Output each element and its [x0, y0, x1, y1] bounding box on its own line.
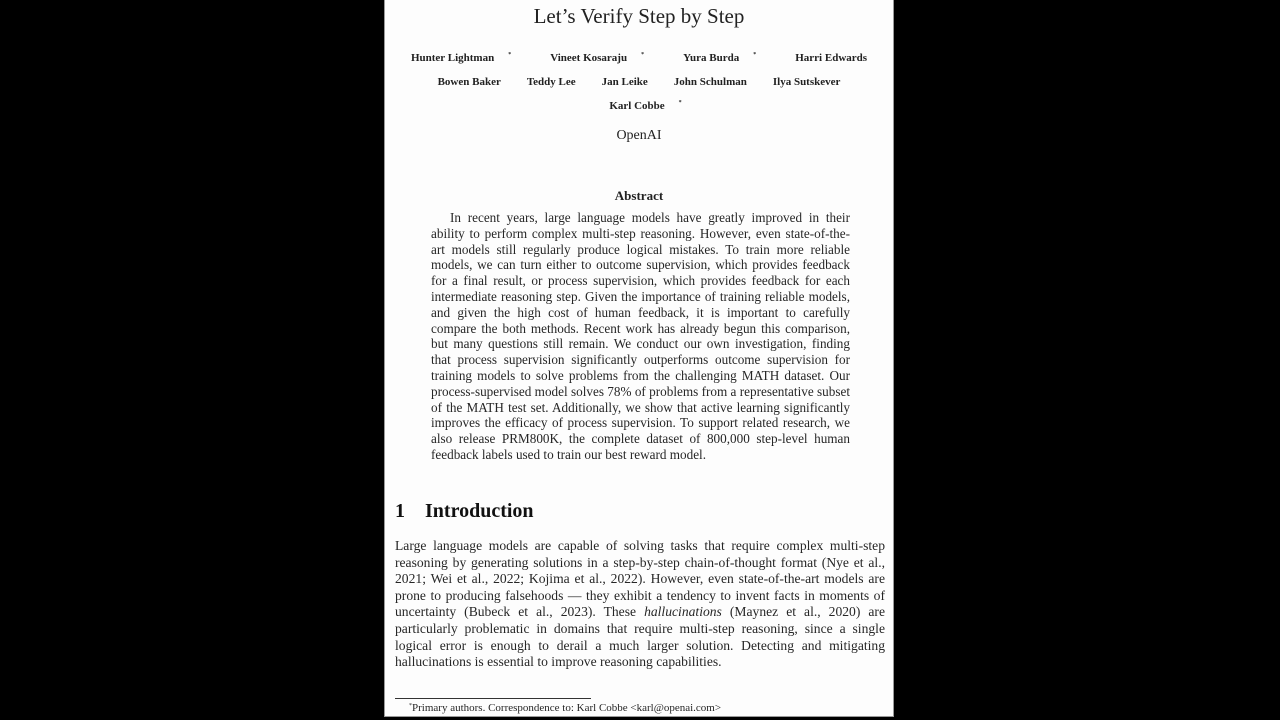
section-heading	[395, 500, 534, 523]
author: John Schulman	[673, 76, 747, 88]
section-title: Introduction	[425, 500, 534, 522]
author	[596, 100, 681, 112]
author-mark: *	[508, 52, 512, 58]
author-name: Karl Cobbe	[609, 100, 665, 112]
author-row-2	[385, 76, 893, 88]
author-name: Hunter Lightman	[410, 52, 495, 64]
intro-text-part: Large language models are capable of solving tasks that require complex multi-step reasoning by generating solutions in a step-by-step chain-of-thought format (Nye et al., 2021; Wei et al., 2022; Kojima et al., 2022). However, even state-of-the-art models are prone to producing falsehoods — they exhibit a tendency to invent facts in moments of uncertainty (Bubeck et al., 2023). These	[395, 538, 885, 620]
author: Ilya Sutskever	[772, 76, 841, 88]
author	[782, 52, 880, 64]
author-row-3	[385, 100, 893, 112]
author-mark: *	[678, 100, 682, 106]
intro-text-part: (Maynez et al., 2020) are particularly problematic in domains that require multi-step reasoning, since a single logical error is enough to derail a much larger solution. Detecting and mitigating hallucinations is essential to improve reasoning capabilities.	[395, 604, 885, 670]
paper-title: Let’s Verify Step by Step	[533, 4, 745, 28]
paper-page	[384, 0, 894, 717]
introduction-text	[395, 538, 885, 671]
abstract-heading: Abstract	[614, 188, 664, 203]
author	[537, 52, 644, 64]
author-mark: *	[641, 52, 645, 58]
author-name: Harri Edwards	[795, 52, 868, 64]
author: Teddy Lee	[526, 76, 576, 88]
author-name: Yura Burda	[683, 52, 740, 64]
intro-italic-term: hallucinations	[644, 604, 722, 620]
author-name: Vineet Kosaraju	[550, 52, 628, 64]
footnote-mark: *	[409, 703, 412, 709]
affiliation: OpenAI	[616, 128, 662, 143]
author: Jan Leike	[601, 76, 648, 88]
author: Bowen Baker	[437, 76, 501, 88]
abstract-text: In recent years, large language models have greatly improved in their ability to perform complex multi-step reasoning. However, even state-of-the-art models still regularly produce logical mistakes. To train more reliable models, we can turn either to outcome supervision, which provides feedback for a final result, or process supervision, which provides feedback for each intermediate reasoning step. Given the importance of training reliable models, and given the high cost of human feedback, it is important to carefully compare the both methods. Recent work has already begun this comparison, but many questions still remain. We conduct our own investigation, finding that process supervision significantly outperforms outcome supervision for training models to solve problems from the challenging MATH dataset. Our process-supervised model solves 78% of problems from a representative subset of the MATH test set. Additionally, we show that active learning significantly improves the efficacy of process supervision. To support related research, we also release PRM800K, the complete dataset of 800,000 step-level human feedback labels used to train our best reward model.	[431, 210, 850, 462]
author	[670, 52, 756, 64]
author	[398, 52, 511, 64]
footnote-text: Primary authors. Correspondence to: Karl Cobbe <karl@openai.com>	[412, 702, 722, 714]
section-number: 1	[395, 500, 405, 522]
footnote	[409, 702, 721, 714]
author-row-1	[385, 52, 893, 64]
author-mark: *	[753, 52, 757, 58]
footnote-rule	[395, 698, 591, 699]
